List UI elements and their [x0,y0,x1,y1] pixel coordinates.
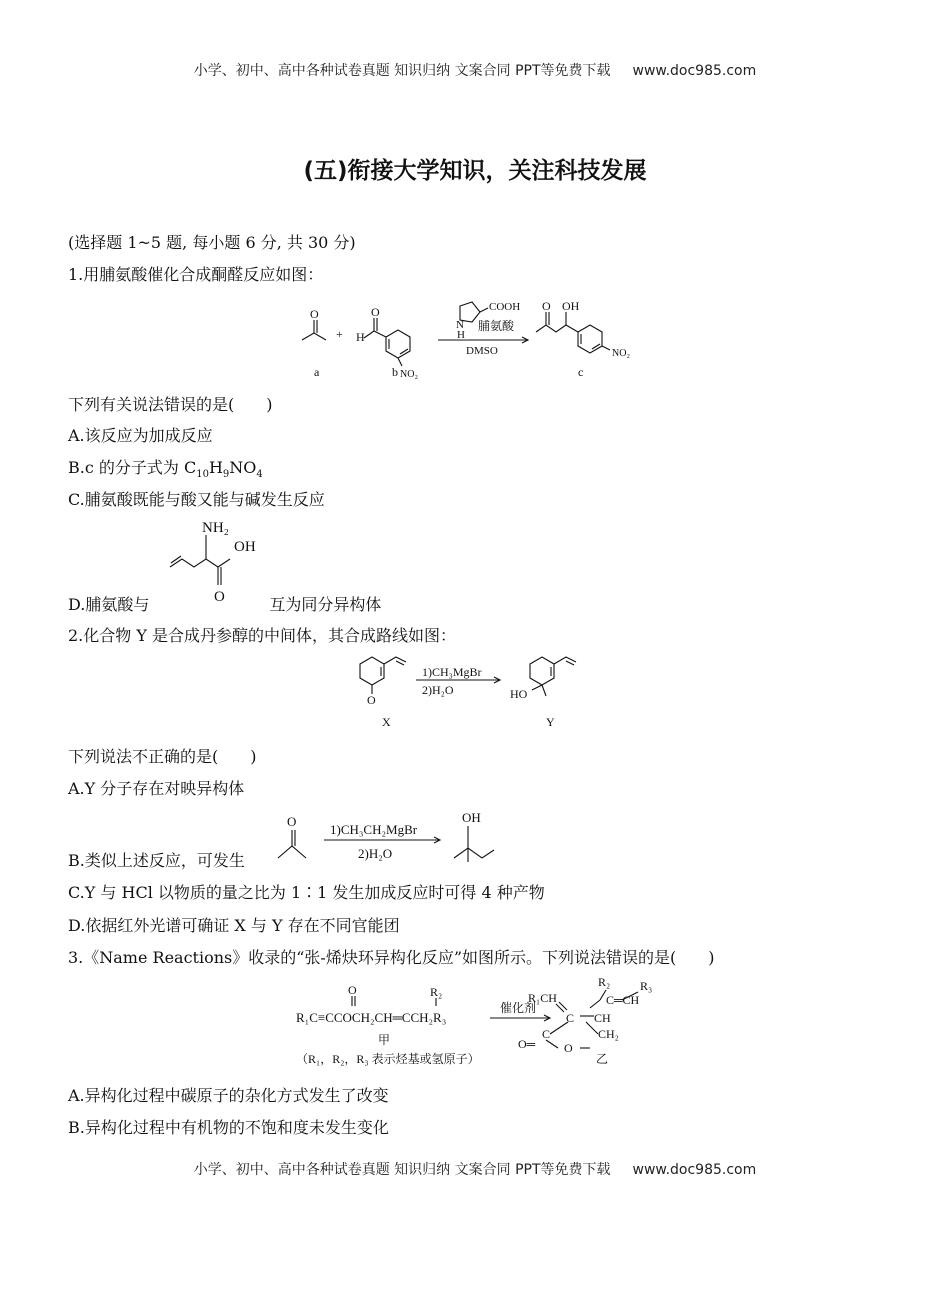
q1-b-sub3: 4 [256,469,263,481]
q2-label-x: X [382,715,391,729]
q3-note: （R₁，R₂，R₃ 表示烃基或氢原子） [296,1052,480,1066]
header-site[interactable]: www.doc985.com [632,63,757,79]
q1-reaction-scheme [290,290,670,386]
q3-option-b[interactable]: B.异构化过程中有机物的不饱和度未发生变化 [68,1118,389,1137]
q1-c-oh: OH [562,299,580,313]
q2-b-o: O [287,814,297,829]
q3-left-r2: R₂ [430,985,443,999]
q2-option-c[interactable]: C.Y 与 HCl 以物质的量之比为 1∶1 发生加成反应时可得 4 种产物 [68,883,545,902]
q1-proline-n: N [456,319,464,331]
q1-plus: + [336,327,343,341]
q1-option-b[interactable] [68,455,263,480]
q3-right-r2: R₂ [598,975,611,989]
q1-d-post: 互为同分异构体 [269,595,382,614]
q3-reaction-scheme [294,972,674,1076]
header-text: 小学、初中、高中各种试卷真题 知识归纳 文案合同 PPT等免费下载 [193,63,611,79]
q1-b-h: H [208,458,223,477]
q3-left-formula: R₁C≡CCOCH₂CH═CCH₂R₃ [296,1010,447,1025]
q1-b-text: B.c 的分子式为 C [68,458,197,477]
q1-label-c: c [578,365,584,379]
q2-step1: 1)CH₃MgBr [422,665,482,679]
q3-right-r3: R₃ [640,979,653,993]
q2-option-d[interactable]: D.依据红外光谱可确证 X 与 Y 存在不同官能团 [68,916,400,935]
q3-ring-c: C [566,1011,575,1025]
q2-x-o: O [367,693,376,707]
q2-ask: 下列说法不正确的是( ) [68,747,257,766]
q1-b-sub1: 10 [196,469,209,481]
footer-site[interactable]: www.doc985.com [632,1162,757,1178]
q1-d-o: O [214,589,225,605]
page-footer [0,1159,950,1179]
q3-option-a[interactable]: A.异构化过程中碳原子的杂化方式发生了改变 [68,1086,389,1105]
q1-b-no2: NO₂ [400,369,418,380]
q1-c-o: O [542,299,551,313]
q1-a-o: O [310,307,319,321]
q2-option-a[interactable]: A.Y 分子存在对映异构体 [68,779,245,798]
q1-d-pre: D.脯氨酸与 [68,595,150,614]
q1-b-o: O [371,305,380,319]
q3-catalyst: 催化剂 [500,1001,537,1015]
q1-catalyst: 脯氨酸 [478,319,515,333]
q3-carbonyl-o: O═ [518,1037,536,1051]
q1-label-a: a [314,365,320,379]
q2-step2: 2)H₂O [422,683,454,697]
q2-b-step1: 1)CH₃CH₂MgBr [330,822,418,837]
page-header [0,60,950,80]
footer-text: 小学、初中、高中各种试卷真题 知识归纳 文案合同 PPT等免费下载 [193,1162,611,1178]
q3-r1ch: R₁CH [528,991,557,1005]
q1-b-h: H [356,330,365,344]
q2-stem: 2.化合物 Y 是合成丹参醇的中间体，其合成路线如图： [68,626,457,645]
q2-label-y: Y [546,715,555,729]
q1-option-c[interactable]: C.脯氨酸既能与酸又能与碱发生反应 [68,490,325,509]
q1-b-sub2: 9 [222,469,230,481]
section-title: (五)衔接大学知识，关注科技发展 [303,158,647,184]
q3-ring-c2: C [542,1027,551,1041]
q1-proline-cooh: COOH [489,301,521,313]
q3-label-jia: 甲 [378,1033,391,1047]
q3-ring-ch: CH [594,1011,611,1025]
q2-b-scheme [272,806,502,872]
q2-option-b[interactable]: B.类似上述反应，可发生 [68,851,245,870]
q1-b-no: NO [229,458,257,477]
q1-option-a[interactable]: A.该反应为加成反应 [68,426,213,445]
q2-b-oh: OH [462,810,481,825]
q3-label-yi: 乙 [596,1052,609,1066]
q1-c-no2: NO₂ [612,348,630,359]
q1-d-oh: OH [234,539,256,555]
q1-option-d[interactable] [68,592,381,615]
q1-stem: 1.用脯氨酸催化合成酮醛反应如图： [68,265,324,284]
intro: (选择题 1~5 题, 每小题 6 分, 共 30 分) [68,233,356,252]
q1-solvent: DMSO [466,345,498,357]
q3-stem: 3.《Name Reactions》收录的“张-烯炔环异构化反应”如图所示。下列说法错误的是( ) [68,948,715,967]
q1-ask: 下列有关说法错误的是( ) [68,395,273,414]
q1-d-nh2: NH₂ [202,520,229,536]
q2-b-step2: 2)H₂O [358,846,393,861]
q1-proline-h: H [457,329,465,341]
q1-label-b: b [392,365,398,379]
q3-ring-ch2: CH₂ [598,1027,619,1041]
q3-left-o: O [348,983,357,997]
q2-y-ho: HO [510,687,528,701]
q2-reaction-scheme [350,648,600,734]
q3-ring-o: O [564,1041,573,1055]
q3-right-chch: C═CH [606,993,640,1007]
